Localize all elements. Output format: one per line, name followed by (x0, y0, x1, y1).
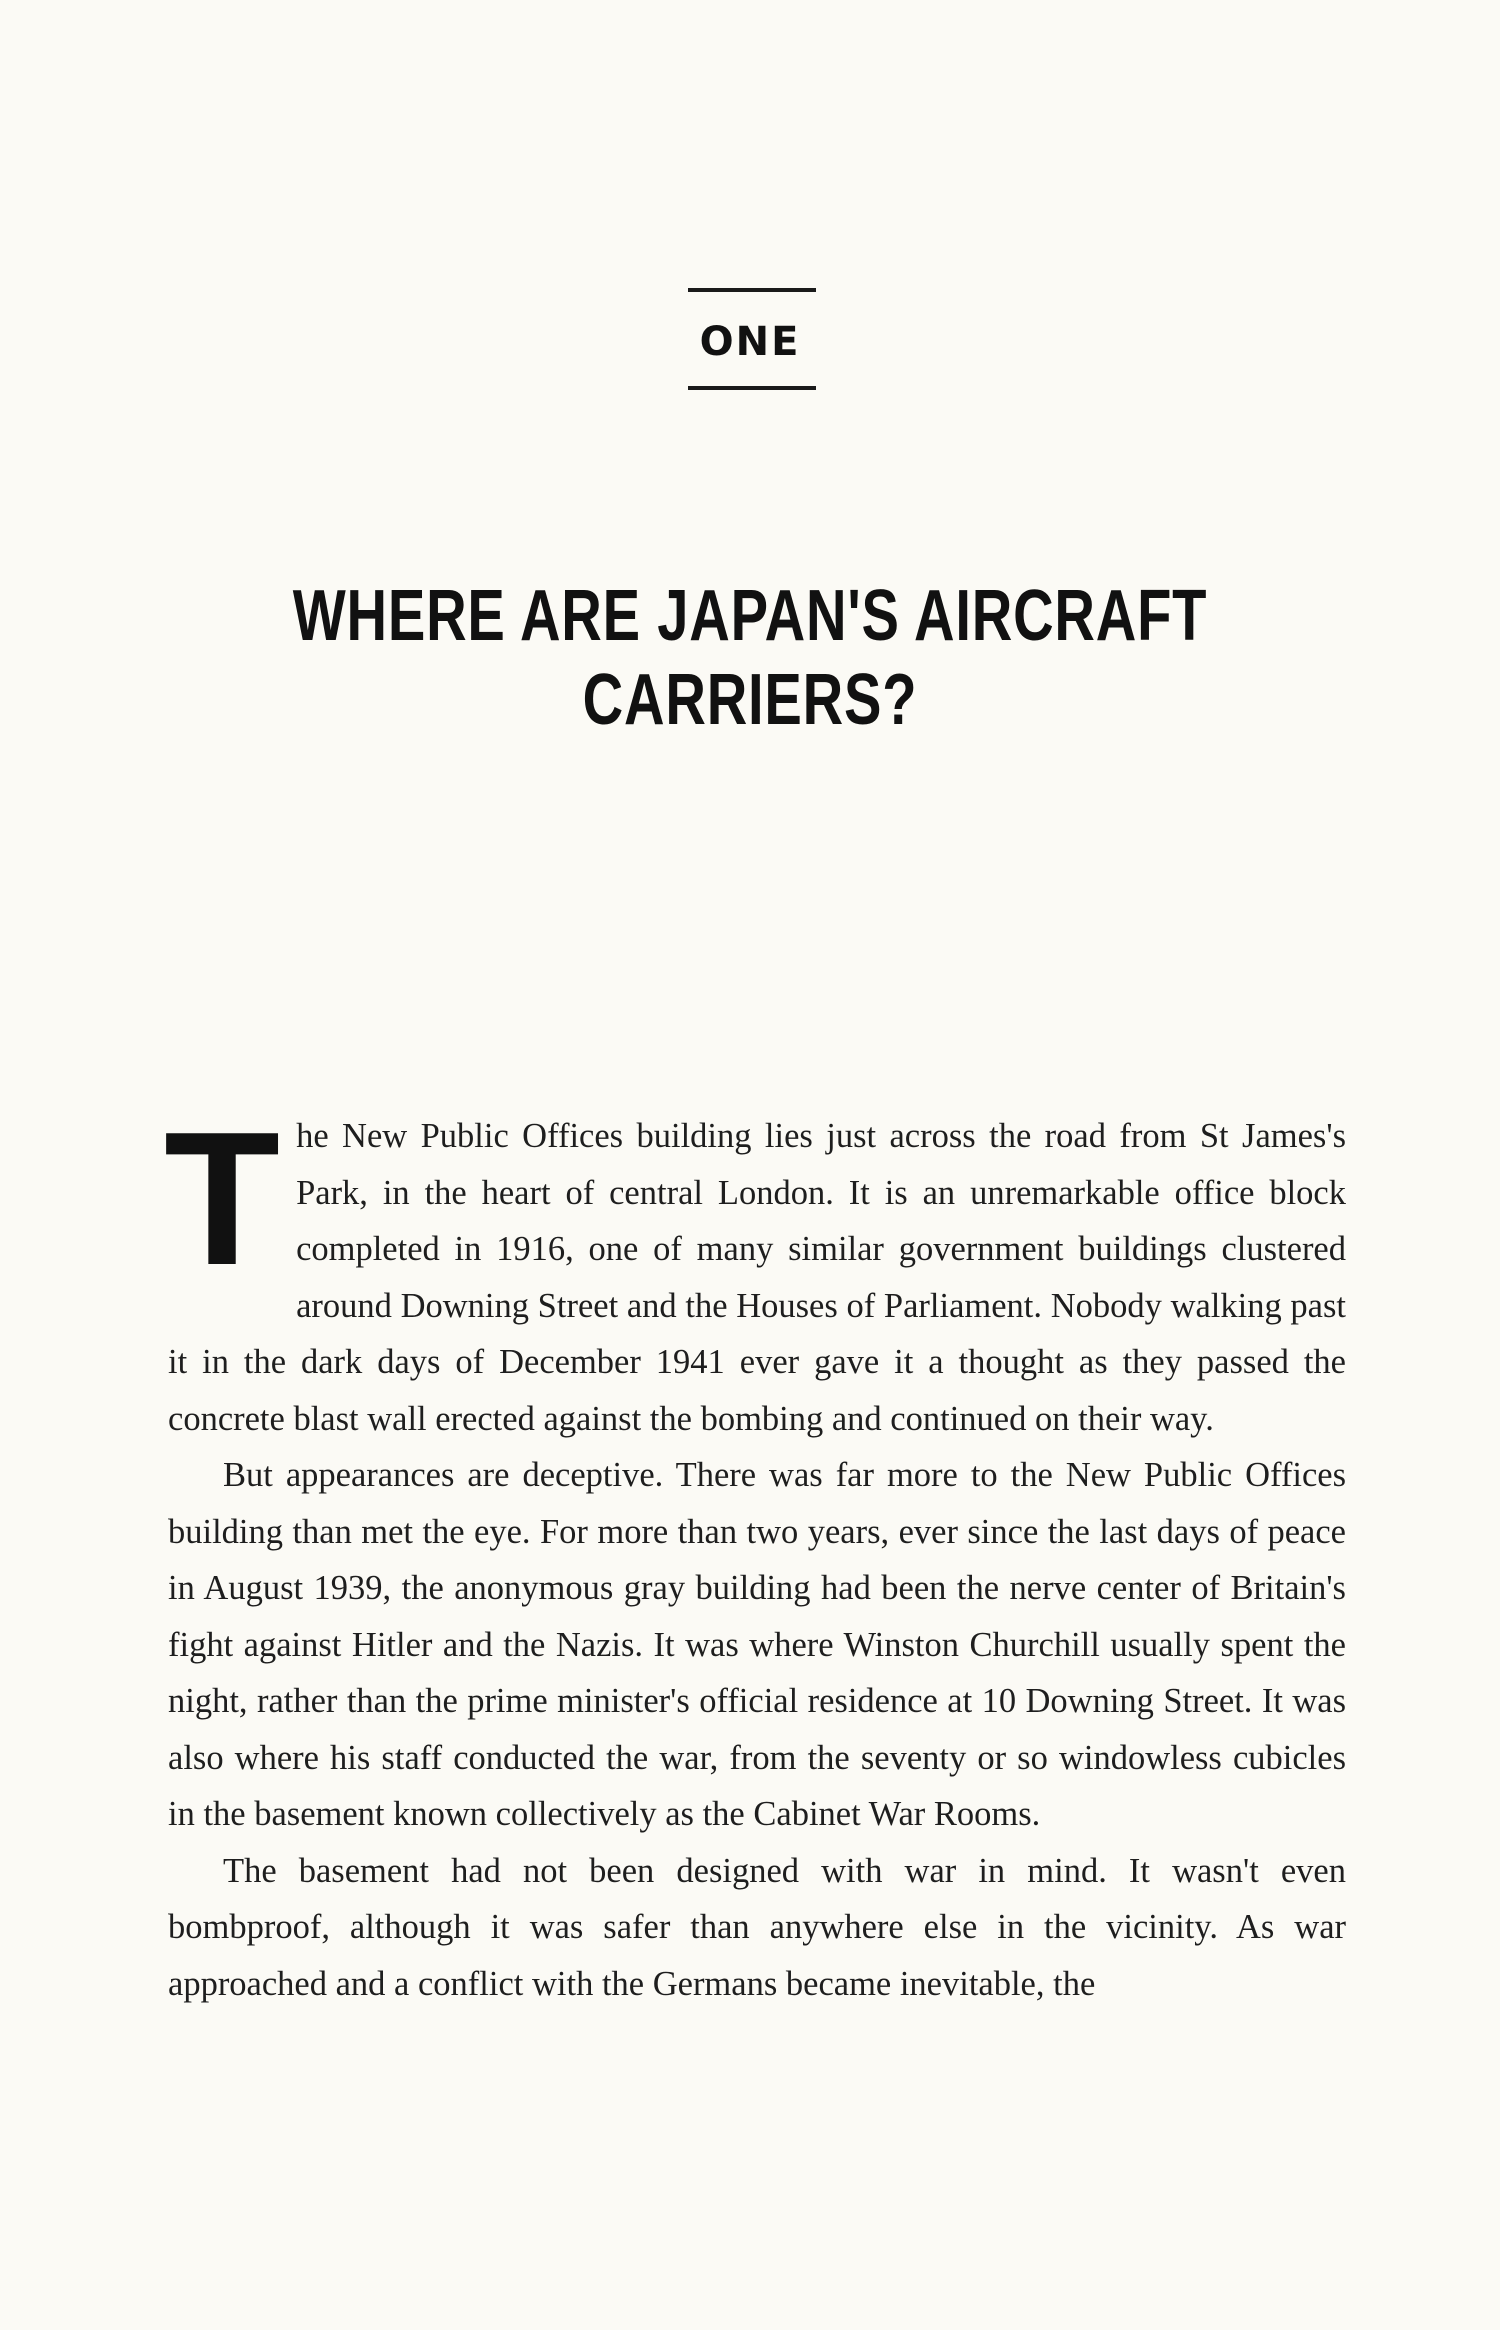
chapter-body (164, 1093, 1346, 2012)
paragraph-3: The basement had not been designed with war in mind. It wasn't even bombproof, although it was safer than anywhere else in the vicinity. As war approached and a conflict with the Germans became inevitable, the (168, 1851, 1346, 2003)
chapter-title: WHERE ARE JAPAN'S AIRCRAFT CARRIERS? (292, 576, 1208, 740)
paragraph-1 (164, 1093, 1346, 1447)
chapter-number: ONE (699, 319, 801, 365)
drop-cap: T (164, 1093, 281, 1305)
chapter-rule-top (688, 288, 816, 292)
chapter-rule-bottom (688, 386, 816, 390)
paragraph-1-text: he New Public Offices building lies just across the road from St James's Park, in the heart of central London. It is an unremarkable office block completed in 1916, one of many similar government buildings clustered around Downing Street and the Houses of Parliament. Nobody walking past it in the dark days of December 1941 ever gave it a thought as they passed the concrete blast wall erected against the bombing and continued on their way. (168, 1117, 1346, 1438)
paragraph-2: But appearances are deceptive. There was far more to the New Public Offices building than met the eye. For more than two years, ever since the last days of peace in August 1939, the anonymous gray building had been the nerve center of Britain's fight against Hitler and the Nazis. It was where Winston Churchill usually spent the night, rather than the prime minister's official residence at 10 Downing Street. It was also where his staff conducted the war, from the seventy or so windowless cubicles in the basement known collectively as the Cabinet War Rooms. (168, 1456, 1346, 1833)
